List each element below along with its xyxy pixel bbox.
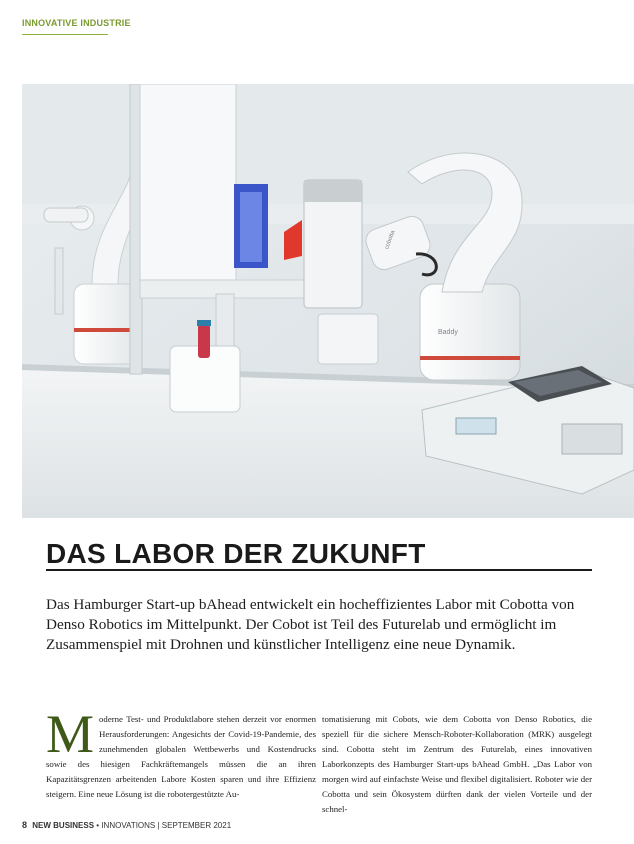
robot-badge: Baddy [438, 329, 458, 336]
body-text-1: oderne Test- und Produktlabore stehen derzeit vor enormen Herausforderungen: Angesichts der Covid-19-Pandemie, des zunehmenden globalen Wettbewerbs und Kostendrucks sowie des hiesigen Fachkräftemangels müssen die an ihren Kapazitätsgrenzen arbeitenden Labore Kosten sparen und ihre Effizienz steigern. Eine neue Lösung ist die robotergestützte Au- [46, 714, 316, 799]
section-rule [22, 34, 108, 35]
footer-bullet: • [96, 821, 100, 830]
article-headline: DAS LABOR DER ZUKUNFT [46, 538, 426, 569]
article-lede: Das Hamburger Start-up bAhead entwickelt ein hocheffizientes Labor mit Cobotta von Denso Robotics im Mittelpunkt. Der Cobot ist Teil des Futurelab und ermöglicht im Zusammenspiel mit Drohnen und künstlicher Intelligenz eine neue Dynamik. [46, 596, 575, 653]
section-label: INNOVATIVE INDUSTRIE [22, 18, 131, 28]
issue-info: INNOVATIONS | SEPTEMBER 2021 [101, 821, 232, 830]
magazine-name: NEW BUSINESS [32, 821, 95, 830]
body-text-2: tomatisierung mit Cobots, wie dem Cobotta von Denso Robotics, die speziell für die sichere Mensch-Roboter-Kollaboration (MRK) ausgelegt sind. Cobotta steht im Zentrum des Futurelab, eines innovativen Laborkonzepts des Hamburger Start-ups bAhead GmbH. „Das Labor von morgen wird auf einfachste Weise und flexibel digitalisiert. Roboter wie der Cobotta und sein Ökosystem dürften dank der vielen Vorteile und der schnel- [322, 714, 592, 814]
page-number: 8 [22, 820, 28, 830]
arm-badge: cobotta [384, 229, 397, 251]
body-column-2 [322, 712, 592, 817]
body-column-1 [46, 704, 316, 802]
hero-photo [22, 84, 634, 518]
page-footer [22, 820, 231, 830]
headline-rule [46, 569, 592, 571]
drop-cap: M [46, 704, 95, 764]
